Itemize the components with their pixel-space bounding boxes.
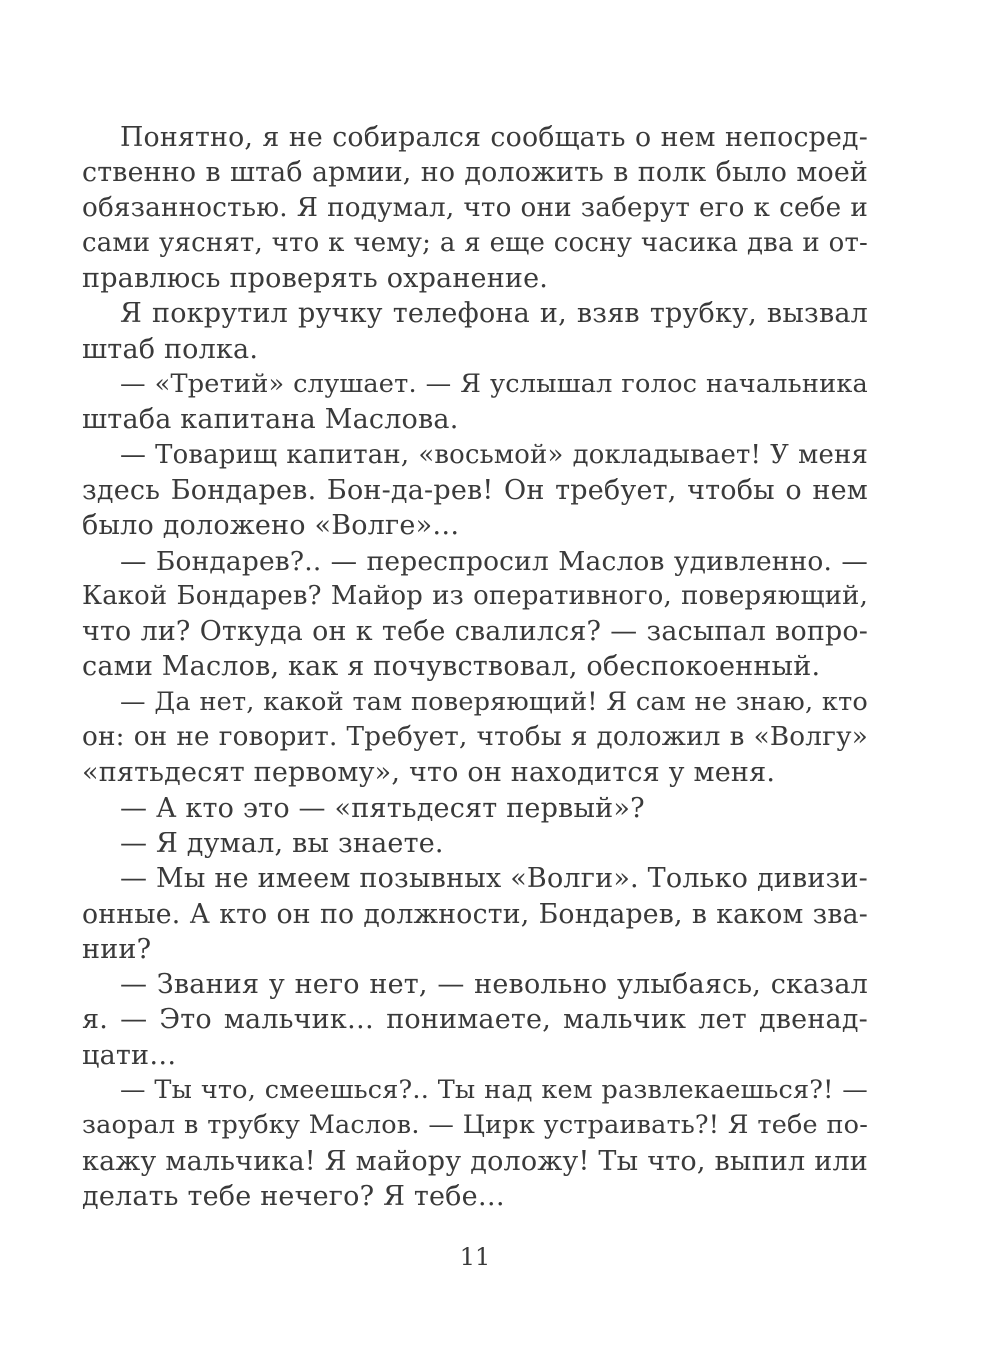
text-line: он: он не говорит. Требует, чтобы я доложил в «Волгу» — [82, 722, 868, 753]
text-line: — «Третий» слушает. — Я услышал голос начальника — [120, 369, 868, 400]
text-line: цати… — [82, 1039, 177, 1071]
text-line: заорал в трубку Маслов. — Цирк устраивать?! Я тебе по- — [82, 1110, 868, 1141]
text-line: — Мы не имеем позывных «Волги». Только дивизи- — [120, 863, 868, 895]
text-line: нии? — [82, 933, 152, 965]
text-line: онные. А кто он по должности, Бондарев, в каком зва- — [82, 898, 868, 930]
text-line: здесь Бондарев. Бон-да-рев! Он требует, чтобы о нем — [82, 474, 868, 506]
text-line: кажу мальчика! Я майору доложу! Ты что, выпил или — [82, 1145, 868, 1177]
text-line: — Я думал, вы знаете. — [120, 827, 444, 859]
text-line: я. — Это мальчик… понимаете, мальчик лет двенад- — [82, 1004, 868, 1036]
text-line: — Звания у него нет, — невольно улыбаясь, сказал — [120, 969, 868, 1001]
text-line: делать тебе нечего? Я тебе… — [82, 1180, 506, 1212]
text-line: — А кто это — «пятьдесят первый»? — [120, 792, 645, 824]
text-line: ственно в штаб армии, но доложить в полк было моей — [82, 157, 868, 189]
text-line: правлюсь проверять охранение. — [82, 263, 549, 295]
body-text — [82, 120, 868, 1214]
text-line: сами Маслов, как я почувствовал, обеспокоенный. — [82, 651, 821, 683]
text-line: что ли? Откуда он к тебе свалился? — засыпал вопро- — [82, 616, 868, 648]
text-line: Понятно, я не собирался сообщать о нем непосред- — [120, 122, 868, 153]
text-line: — Товарищ капитан, «восьмой» докладывает! У меня — [120, 439, 868, 470]
text-line: Какой Бондарев? Майор из оперативного, поверяющий, — [82, 580, 868, 611]
text-line: штаб полка. — [82, 333, 259, 365]
text-line: сами уяснят, что к чему; а я еще сосну часика два и от- — [82, 227, 868, 258]
text-line: Я покрутил ручку телефона и, взяв трубку, вызвал — [120, 298, 868, 330]
text-line: — Да нет, какой там поверяющий! Я сам не знаю, кто — [120, 686, 868, 717]
text-line: было доложено «Волге»… — [82, 510, 460, 542]
text-line: «пятьдесят первому», что он находится у меня. — [82, 757, 776, 789]
text-line: штаба капитана Маслова. — [82, 404, 459, 436]
text-line: — Ты что, смеешься?.. Ты над кем развлекаешься?! — — [120, 1075, 868, 1106]
text-line: — Бондарев?.. — переспросил Маслов удивленно. — — [120, 545, 868, 577]
text-line: обязанностью. Я подумал, что они заберут его к себе и — [82, 192, 868, 223]
page-number: 11 — [459, 1243, 491, 1271]
